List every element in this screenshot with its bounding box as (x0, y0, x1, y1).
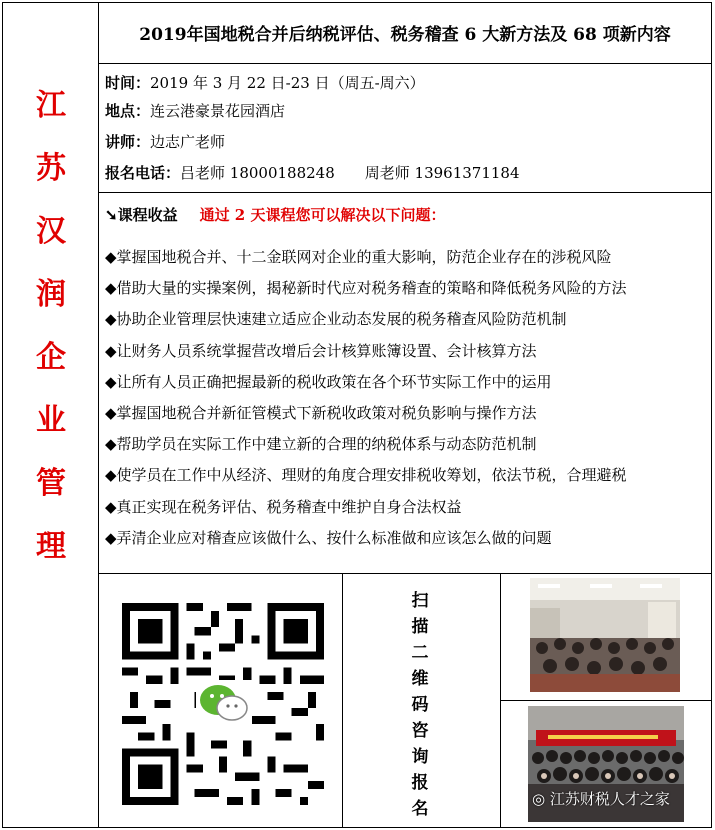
scan-char: 咨 (411, 721, 429, 741)
phone-label: 报名电话： (105, 164, 181, 182)
time-label: 时间： (105, 74, 151, 92)
border-right (711, 2, 712, 828)
place-value: 连云港豪景花园酒店 (150, 102, 286, 120)
title-divider (98, 63, 712, 64)
phone-value: 吕老师 18000188248 周老师 13961371184 (180, 164, 520, 182)
benefits-header (105, 204, 445, 225)
teacher-label: 讲师： (105, 133, 151, 151)
benefit-item: ◆借助大量的实操案例，揭秘新时代应对税务稽查的策略和降低税务风险的方法 (105, 279, 627, 297)
teacher-row (105, 131, 225, 152)
scan-char: 二 (411, 643, 429, 663)
watermark-text: 江苏财税人才之家 (549, 790, 670, 808)
phone-row (105, 162, 520, 183)
benefit-item: ◆让财务人员系统掌握营改增后会计核算账簿设置、会计核算方法 (105, 342, 537, 360)
side-title (4, 74, 98, 578)
border-bottom (2, 827, 712, 828)
benefit-item: ◆协助企业管理层快速建立适应企业动态发展的税务稽查风险防范机制 (105, 310, 567, 328)
benefits-highlight: 通过 2 天课程您可以解决以下问题： (199, 206, 446, 224)
qr-divider (342, 573, 343, 828)
scan-char: 报 (411, 773, 429, 793)
place-label: 地点： (105, 102, 151, 120)
scan-char: 码 (411, 695, 429, 715)
scan-char: 名 (411, 799, 429, 819)
benefit-item: ◆使学员在工作中从经济、理财的角度合理安排税收筹划，依法节税，合理避税 (105, 466, 627, 484)
side-char: 企 (36, 340, 66, 375)
border-top (2, 2, 712, 3)
benefit-item: ◆弄清企业应对稽查应该做什么、按什么标准做和应该怎么做的问题 (105, 529, 552, 547)
side-char: 苏 (36, 151, 66, 186)
benefit-item: ◆掌握国地税合并新征管模式下新税收政策对税负影响与操作方法 (105, 404, 537, 422)
benefit-item: ◆让所有人员正确把握最新的税收政策在各个环节实际工作中的运用 (105, 373, 552, 391)
time-row (105, 72, 425, 93)
side-panel (4, 4, 98, 572)
side-char: 润 (36, 277, 66, 312)
side-char: 理 (36, 529, 66, 564)
scan-char: 询 (411, 747, 429, 767)
info-divider (98, 192, 712, 193)
time-value: 2019 年 3 月 22 日-23 日（周五-周六） (150, 74, 425, 92)
benefits-label: ➘课程收益 (105, 206, 178, 224)
teacher-value: 边志广老师 (150, 133, 226, 151)
benefit-item: ◆掌握国地税合并、十二金联网对企业的重大影响，防范企业存在的涉税风险 (105, 248, 612, 266)
photo-divider (500, 700, 712, 701)
benefit-item: ◆真正实现在税务评估、税务稽查中维护自身合法权益 (105, 498, 462, 516)
side-char: 业 (36, 403, 66, 438)
scan-char: 维 (411, 669, 429, 689)
benefit-item: ◆帮助学员在实际工作中建立新的合理的纳税体系与动态防范机制 (105, 435, 537, 453)
scan-instructions (405, 588, 435, 822)
side-char: 江 (36, 88, 66, 123)
scan-char: 描 (411, 617, 429, 637)
classroom-photo (530, 578, 680, 692)
wechat-icon (196, 680, 252, 726)
scan-char: 扫 (411, 591, 429, 611)
border-left (2, 2, 3, 828)
side-divider (98, 2, 99, 828)
side-char: 汉 (36, 214, 66, 249)
side-char: 管 (36, 466, 66, 501)
wechat-watermark-icon: ◎ (532, 790, 546, 808)
watermark (532, 788, 670, 809)
page-title: 2019年国地税合并后纳税评估、税务稽查 6 大新方法及 68 项新内容 (139, 25, 671, 45)
benefits-divider (98, 573, 712, 574)
place-row (105, 100, 285, 121)
